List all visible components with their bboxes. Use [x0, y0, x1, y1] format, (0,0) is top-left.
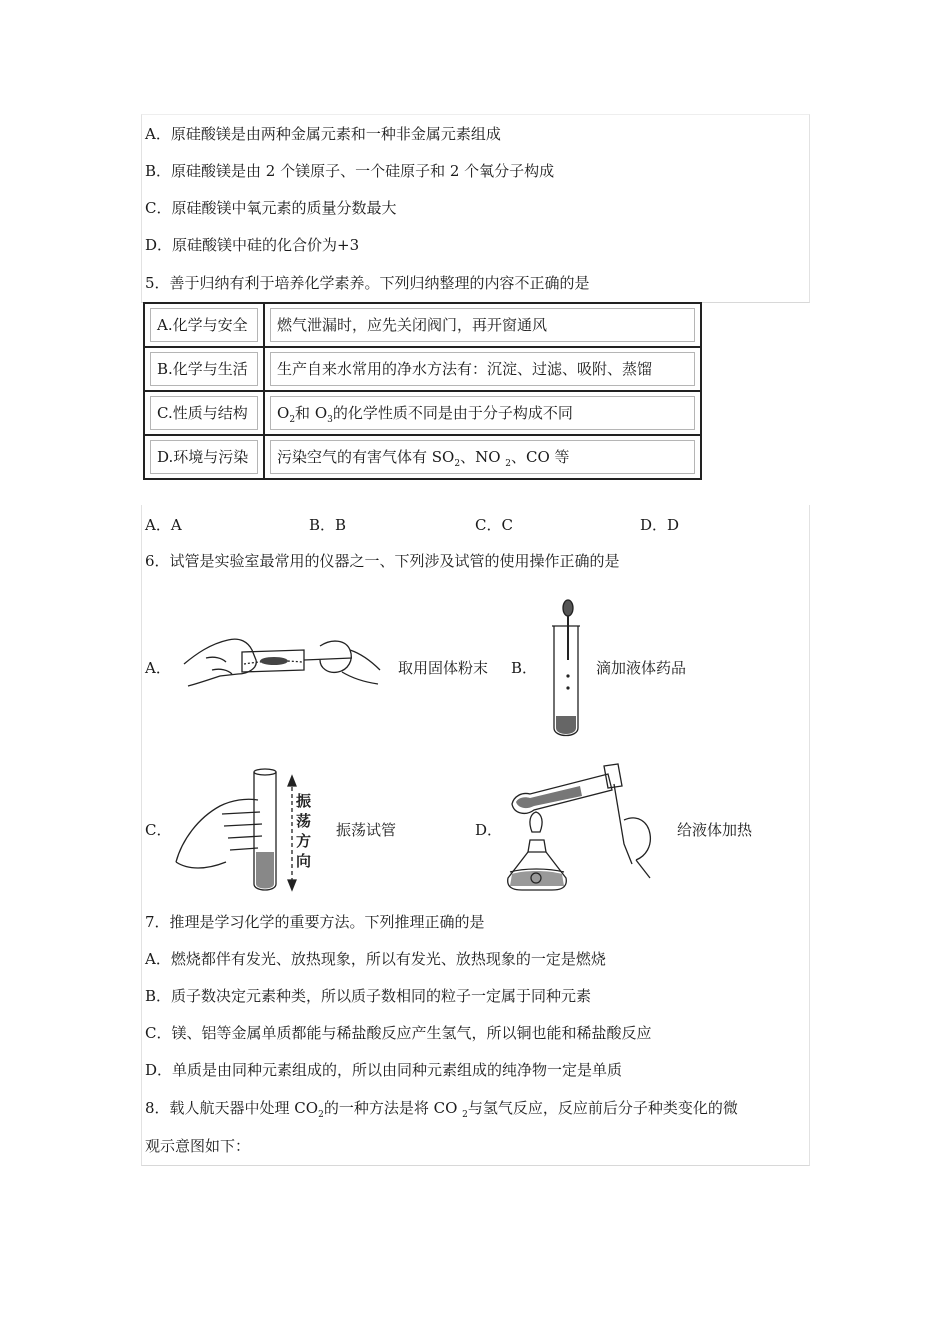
q6-option-d-letter: D． — [475, 821, 503, 839]
q6-option-c-letter: C． — [145, 821, 172, 839]
table-row — [144, 435, 701, 479]
q5-option-c: C．C — [475, 516, 513, 534]
q6-stem: 6．试管是实验室最常用的仪器之一、下列涉及试管的使用操作正确的是 — [145, 552, 620, 570]
q7-option-b: B．质子数决定元素种类，所以质子数相同的粒子一定属于同种元素 — [145, 987, 592, 1005]
q8-stem-line1: 8．载人航天器中处理 $CO_2$的一种方法是将 CO $_2$与氢气反应，反应前后分子种类变化的微 — [145, 1099, 738, 1120]
q5-option-a: A．A — [145, 516, 182, 534]
shake-label-2: 荡 — [296, 812, 312, 830]
q4-option-a: A．原硅酸镁是由两种金属元素和一种非金属元素组成 — [145, 125, 501, 143]
q5-table — [143, 302, 702, 480]
q7-option-a: A．燃烧都伴有发光、放热现象，所以有发光、放热现象的一定是燃烧 — [145, 950, 606, 968]
q5-category-d: D.环境与污染 — [150, 440, 258, 474]
q6-option-a-label: 取用固体粉末 — [398, 659, 489, 677]
shaking-tube-figure — [172, 766, 312, 894]
q6-option-b-label: 滴加液体药品 — [596, 659, 687, 677]
q5-category-a: A.化学与安全 — [150, 308, 258, 342]
heating-liquid-figure — [500, 760, 666, 896]
q6-option-a-letter: A． — [145, 659, 171, 677]
powder-transfer-figure — [182, 628, 382, 692]
q4-option-b: B．原硅酸镁是由 2 个镁原子、一个硅原子和 2 个氧分子构成 — [145, 162, 555, 180]
shake-label-3: 方 — [296, 832, 312, 850]
q6-option-c-label: 振荡试管 — [336, 821, 397, 839]
q4-option-d: D．原硅酸镁中硅的化合价为+3 — [145, 236, 360, 254]
shake-label-1: 振 — [296, 792, 312, 810]
q5-content-d: 污染空气的有害气体有 $SO_2$、NO $_2$、CO 等 — [270, 440, 695, 474]
q5-content-b: 生产自来水常用的净水方法有：沉淀、过滤、吸附、蒸馏 — [270, 352, 695, 386]
q6-option-b-letter: B． — [511, 659, 538, 677]
q7-option-d: D．单质是由同种元素组成的，所以由同种元素组成的纯净物一定是单质 — [145, 1061, 623, 1079]
q5-content-a: 燃气泄漏时，应先关闭阀门，再开窗通风 — [270, 308, 695, 342]
table-row — [144, 347, 701, 391]
q5-category-c: C.性质与结构 — [150, 396, 258, 430]
table-row — [144, 303, 701, 347]
q7-stem: 7．推理是学习化学的重要方法。下列推理正确的是 — [145, 913, 485, 931]
q8-stem-line2: 观示意图如下： — [145, 1137, 251, 1155]
q5-option-b: B．B — [309, 516, 347, 534]
q6-option-d-label: 给液体加热 — [677, 821, 753, 839]
dropper-tube-figure — [548, 598, 584, 740]
q5-stem: 5．善于归纳有利于培养化学素养。下列归纳整理的内容不正确的是 — [145, 274, 590, 292]
q4-option-c: C．原硅酸镁中氧元素的质量分数最大 — [145, 199, 397, 217]
q7-option-c: C．镁、铝等金属单质都能与稀盐酸反应产生氢气，所以铜也能和稀盐酸反应 — [145, 1024, 652, 1042]
shake-label-4: 向 — [296, 852, 312, 870]
q5-option-d: D．D — [640, 516, 680, 534]
table-row — [144, 391, 701, 435]
q5-category-b: B.化学与生活 — [150, 352, 258, 386]
q5-content-c: $O_2$和 $O_3$的化学性质不同是由于分子构成不同 — [270, 396, 695, 430]
